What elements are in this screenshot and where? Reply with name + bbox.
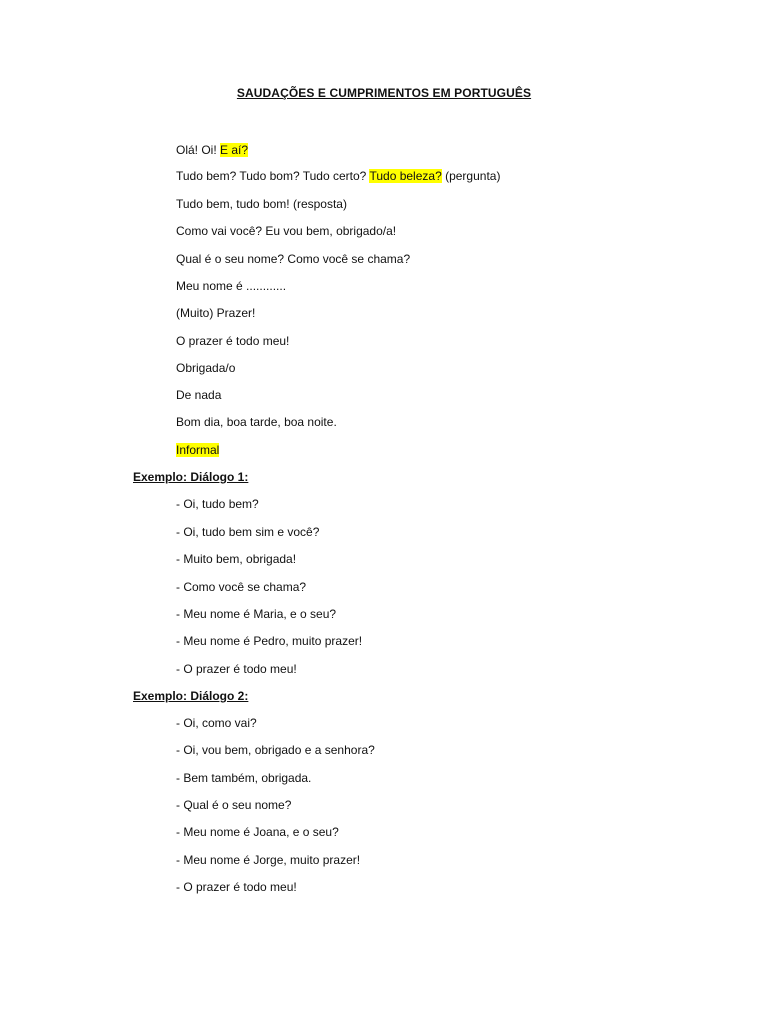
- dialog1-line: - Como você se chama?: [176, 580, 307, 594]
- phrase-line: Qual é o seu nome? Como você se chama?: [176, 252, 411, 266]
- phrase-line: Bom dia, boa tarde, boa noite.: [176, 415, 337, 429]
- dialog1-line: - Oi, tudo bem?: [176, 497, 259, 511]
- dialog2-line: - Meu nome é Jorge, muito prazer!: [176, 853, 361, 867]
- dialog2-line: - Oi, vou bem, obrigado e a senhora?: [176, 743, 375, 757]
- highlighted-phrase: Informal: [176, 443, 220, 457]
- dialog1-line: - O prazer é todo meu!: [176, 662, 297, 676]
- highlighted-phrase: E aí?: [220, 143, 249, 157]
- phrase-text: Tudo bem? Tudo bom? Tudo certo?: [176, 169, 370, 183]
- phrase-line: De nada: [176, 388, 222, 402]
- dialog1-line: - Meu nome é Pedro, muito prazer!: [176, 634, 363, 648]
- phrase-line: O prazer é todo meu!: [176, 334, 290, 348]
- phrase-line: Obrigada/o: [176, 361, 236, 375]
- phrase-line: Tudo bem, tudo bom! (resposta): [176, 197, 347, 211]
- phrase-line: (Muito) Prazer!: [176, 306, 256, 320]
- dialog1-heading: Exemplo: Diálogo 1:: [133, 470, 249, 484]
- dialog2-line: - Bem também, obrigada.: [176, 771, 312, 785]
- phrase-text: (pergunta): [441, 169, 501, 183]
- dialog2-line: - Qual é o seu nome?: [176, 798, 292, 812]
- dialog2-line: - Meu nome é Joana, e o seu?: [176, 825, 339, 839]
- document-title: SAUDAÇÕES E CUMPRIMENTOS EM PORTUGUÊS: [236, 86, 532, 100]
- dialog2-line: - Oi, como vai?: [176, 716, 257, 730]
- dialog1-line: - Oi, tudo bem sim e você?: [176, 525, 320, 539]
- dialog2-heading: Exemplo: Diálogo 2:: [133, 689, 249, 703]
- dialog1-line: - Muito bem, obrigada!: [176, 552, 297, 566]
- phrase-line: [176, 442, 219, 458]
- phrase-line: [176, 168, 500, 184]
- dialog1-line: - Meu nome é Maria, e o seu?: [176, 607, 337, 621]
- phrase-line: [176, 142, 248, 158]
- phrase-line: Meu nome é ............: [176, 279, 287, 293]
- phrase-text: Olá! Oi!: [176, 143, 221, 157]
- phrase-line: Como vai você? Eu vou bem, obrigado/a!: [176, 224, 397, 238]
- dialog2-line: - O prazer é todo meu!: [176, 880, 297, 894]
- highlighted-phrase: Tudo beleza?: [369, 169, 442, 183]
